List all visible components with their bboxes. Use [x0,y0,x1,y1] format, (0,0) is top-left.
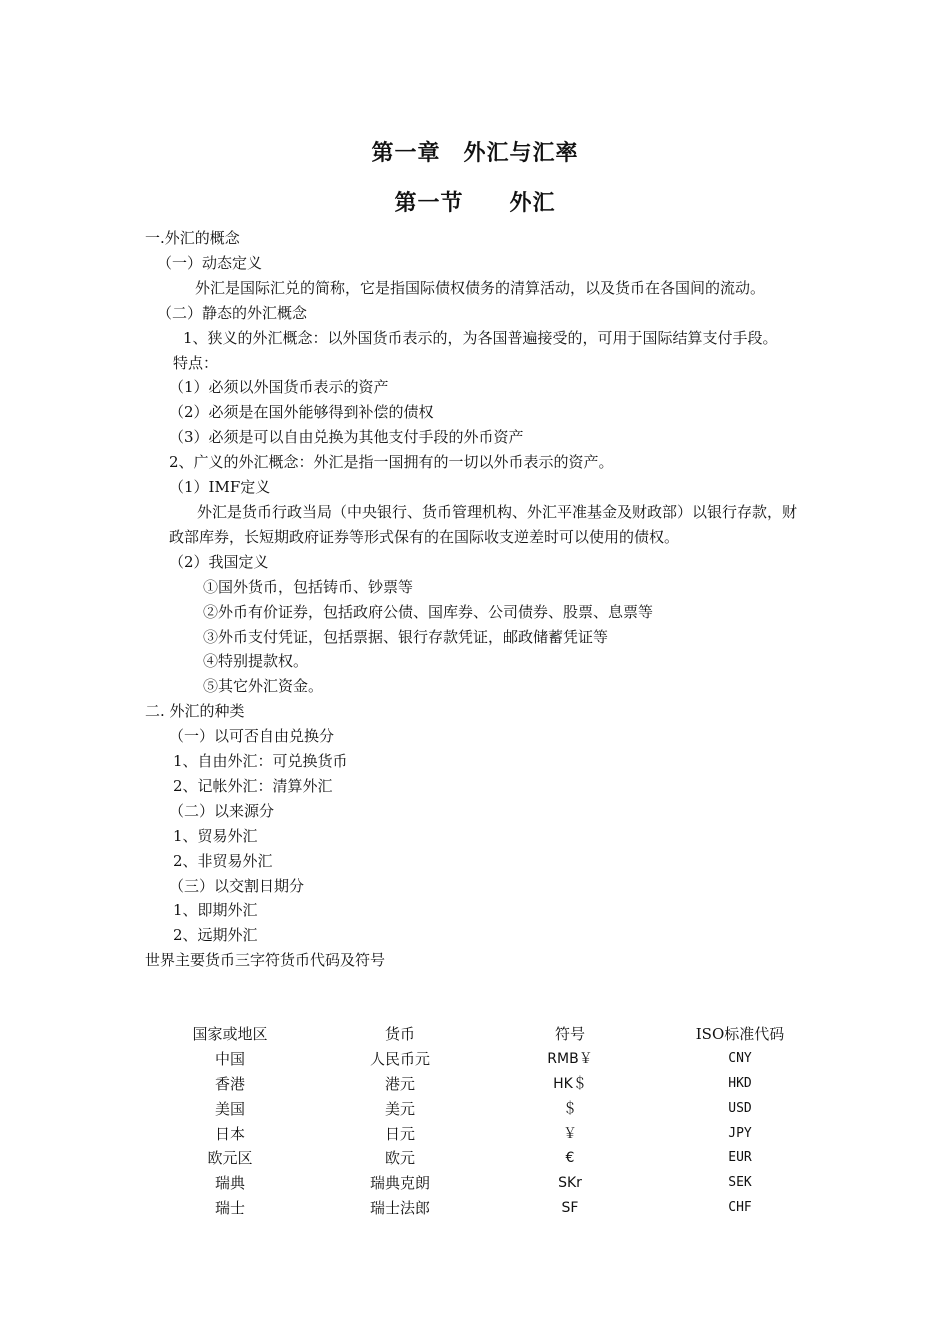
feature-3: （3）必须是可以自由兑换为其他支付手段的外币资产 [169,428,524,447]
feature-2: （2）必须是在国外能够得到补偿的债权 [169,403,434,422]
china-definition-heading: （2）我国定义 [169,552,269,571]
cell-iso-code: CHF [728,1200,752,1216]
heading-2-2: （二）以来源分 [169,801,275,820]
imf-definition-paragraph: 外汇是货币行政当局（中央银行、货币管理机构、外汇平准基金及财政部）以银行存款，财政部库券，长短期政府证券等形式保有的在国际收支逆差时可以使用的债权。 [169,502,798,546]
cell-symbol: SF [561,1199,579,1216]
table-header-row [145,1021,825,1046]
header-iso-code: ISO标准代码 [695,1024,785,1043]
type-trade-exchange: 1、贸易外汇 [173,826,258,845]
cell-iso-code: EUR [728,1150,752,1166]
type-non-trade-exchange: 2、非贸易外汇 [173,851,273,870]
cell-iso-code: SEK [728,1175,752,1191]
cell-currency: 港元 [384,1074,415,1093]
cell-symbol: € [565,1149,575,1166]
narrow-definition: 1、狭义的外汇概念：以外国货币表示的，为各国普遍接受的，可用于国际结算支付手段。 [183,328,778,347]
china-item-3: ③外币支付凭证，包括票据、银行存款凭证，邮政储蓄凭证等 [203,627,609,646]
document-body [145,226,810,973]
table-row [145,1121,825,1146]
cell-symbol: ￥ [563,1126,577,1142]
cell-currency: 人民币元 [369,1049,430,1068]
cell-symbol: RMB￥ [547,1051,593,1068]
table-row [145,1096,825,1121]
china-item-5: ⑤其它外汇资金。 [203,677,324,696]
heading-2: 二. 外汇的种类 [145,702,245,721]
table-row [145,1071,825,1096]
cell-country: 瑞士 [214,1199,245,1218]
imf-definition-heading: （1）IMF定义 [169,478,271,497]
cell-country: 日本 [214,1124,245,1143]
cell-country: 香港 [214,1074,245,1093]
chapter-title: 第一章 外汇与汇率 [371,141,579,166]
cell-currency: 瑞典克朗 [369,1174,430,1193]
section-title: 第一节 外汇 [394,191,556,216]
type-free-exchange: 1、自由外汇：可兑换货币 [173,752,348,771]
heading-1-2: （二）静态的外汇概念 [157,303,308,322]
cell-iso-code: USD [728,1100,752,1116]
header-country: 国家或地区 [192,1024,268,1043]
cell-iso-code: JPY [728,1125,752,1141]
heading-1-1: （一）动态定义 [157,253,263,272]
heading-1: 一.外汇的概念 [145,229,240,247]
paragraph-dynamic-definition: 外汇是国际汇兑的简称，它是指国际债权债务的清算活动，以及货币在各国间的流动。 [195,278,766,297]
header-currency: 货币 [384,1024,415,1043]
cell-country: 欧元区 [207,1149,253,1168]
china-item-2: ②外币有价证券，包括政府公债、国库券、公司债券、股票、息票等 [203,602,654,621]
china-item-4: ④特别提款权。 [203,652,309,671]
cell-country: 瑞典 [214,1174,245,1193]
table-row [145,1046,825,1071]
cell-iso-code: HKD [728,1075,752,1091]
heading-2-1: （一）以可否自由兑换分 [169,727,335,746]
table-row [145,1170,825,1195]
china-item-1: ①国外货币，包括铸币、钞票等 [203,577,414,596]
cell-symbol: ＄ [563,1101,577,1118]
cell-currency: 美元 [384,1099,415,1118]
table-row [145,1145,825,1170]
cell-currency: 瑞士法郎 [369,1199,430,1218]
cell-iso-code: CNY [728,1050,752,1066]
feature-1: （1）必须以外国货币表示的资产 [169,378,389,397]
heading-2-3: （三）以交割日期分 [169,876,305,895]
cell-symbol: SKr [558,1174,582,1191]
broad-definition: 2、广义的外汇概念：外汇是指一国拥有的一切以外币表示的资产。 [169,453,614,472]
currency-table [145,1021,825,1220]
header-symbol: 符号 [554,1024,585,1043]
type-account-exchange: 2、记帐外汇：清算外汇 [173,776,333,795]
cell-symbol: HK＄ [553,1076,587,1093]
cell-country: 美国 [214,1099,245,1118]
cell-country: 中国 [214,1049,245,1068]
table-title: 世界主要货币三字符货币代码及符号 [145,951,386,970]
cell-currency: 欧元 [384,1149,415,1168]
features-label: 特点： [173,353,219,372]
table-row [145,1195,825,1220]
type-forward-exchange: 2、远期外汇 [173,926,258,945]
type-spot-exchange: 1、即期外汇 [173,901,258,920]
cell-currency: 日元 [384,1124,415,1143]
